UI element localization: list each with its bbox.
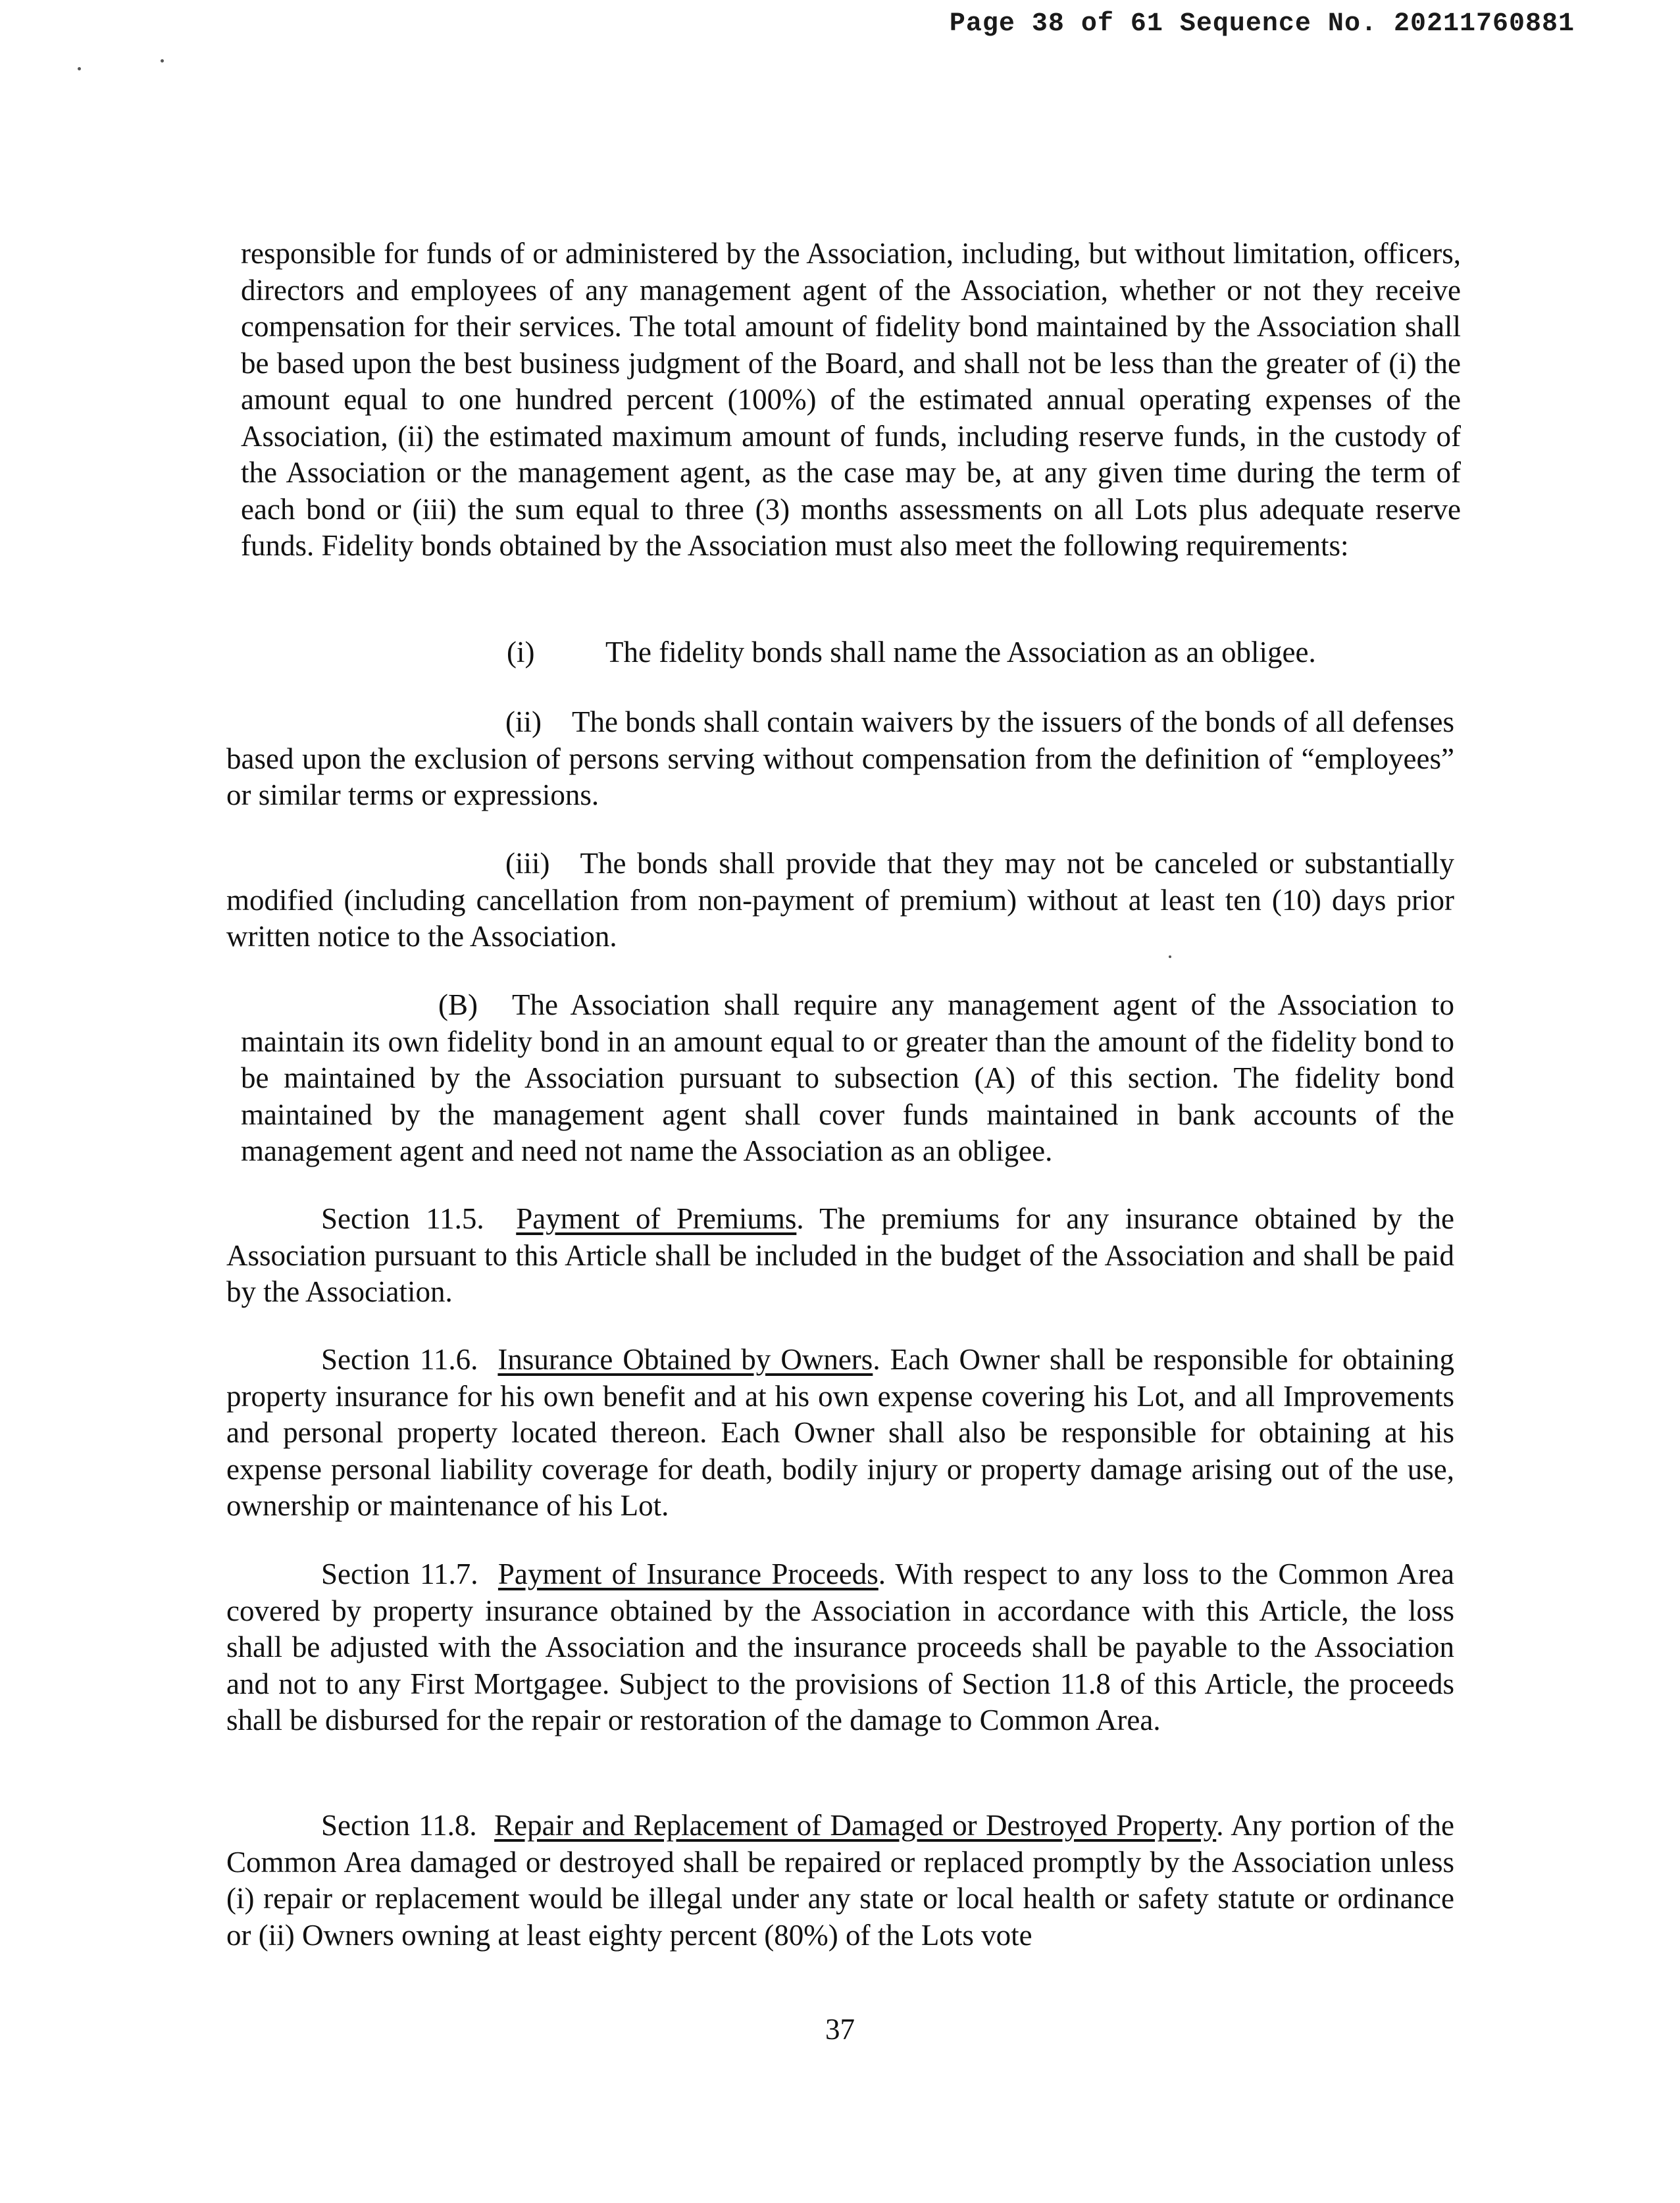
section-title: Payment of Insurance Proceeds <box>497 1557 878 1590</box>
subparagraph-number: (ii) <box>505 705 542 738</box>
subparagraph-text: The bonds shall contain waivers by the issuers of the bonds of all defenses based upon the exclusion of persons serving without compensation from the definition of “employees” or similar terms or expressions. <box>226 705 1454 811</box>
subparagraph-iii <box>226 846 1454 955</box>
subparagraph-b <box>241 987 1454 1170</box>
paragraph-fidelity-bond: responsible for funds of or administered by the Association, including, but without limitation, officers, directors and employees of any management agent of the Association, whether or not they receive compensation for their services. The total amount of fidelity bond maintained by the Association shall be based upon the best business judgment of the Board, and shall not be less than the greater of (i) the amount equal to one hundred percent (100%) of the estimated annual operating expenses of the Association, (ii) the estimated maximum amount of funds, including reserve funds, in the custody of the Association or the management agent, as the case may be, at any given time during the term of each bond or (iii) the sum equal to three (3) months assessments on all Lots plus adequate reserve funds. Fidelity bonds obtained by the Association must also meet the following requirements: <box>241 237 1461 562</box>
section-title: Payment of Premiums <box>516 1202 797 1235</box>
subparagraph-text: The fidelity bonds shall name the Association as an obligee. <box>605 636 1316 669</box>
scan-speck <box>78 67 81 70</box>
section-text: . The premiums for any insurance obtained by the Association pursuant to this Article shall be included in the budget of the Association and shall be paid by the Association. <box>226 1202 1455 1308</box>
subparagraph-text: The bonds shall provide that they may not be canceled or substantially modified (including cancellation from non-payment of premium) without at least ten (10) days prior written notice to the Association. <box>226 847 1454 953</box>
section-number: Section 11.7. <box>321 1557 478 1590</box>
section-title: Insurance Obtained by Owners <box>497 1343 873 1376</box>
section-11-7 <box>226 1556 1454 1739</box>
subparagraph-i <box>507 634 1467 671</box>
section-text: . Each Owner shall be responsible for obtaining property insurance for his own benefit and at his own expense covering his Lot, and all Improvements and personal property located thereon. Each Owner shall also be responsible for obtaining at his expense personal liability coverage for death, bodily injury or property damage arising out of the use, ownership or maintenance of his Lot. <box>226 1343 1455 1522</box>
page-number: 37 <box>825 2013 855 2046</box>
scan-speck <box>161 59 164 63</box>
section-11-8 <box>226 1808 1454 1954</box>
section-title: Repair and Replacement of Damaged or Destroyed Property <box>494 1809 1217 1842</box>
section-text: . With respect to any loss to the Common Area covered by property insurance obtained by the Association in accordance with this Article, the loss shall be adjusted with the Association and the insurance proceeds shall be payable to the Association and not to any First Mortgagee. Subject to the provisions of Section 11.8 of this Article, the proceeds shall be disbursed for the repair or restoration of the damage to Common Area. <box>226 1557 1455 1736</box>
section-number: Section 11.8. <box>321 1809 477 1842</box>
subparagraph-number: (i) <box>507 636 535 669</box>
subparagraph-ii <box>226 704 1454 814</box>
section-11-6 <box>226 1342 1454 1525</box>
page-sequence-header: Page 38 of 61 Sequence No. 20211760881 <box>949 9 1575 39</box>
subparagraph-number: (B) <box>438 988 478 1021</box>
scan-speck <box>1169 955 1171 958</box>
subparagraph-number: (iii) <box>505 847 550 880</box>
subparagraph-text: The Association shall require any management agent of the Association to maintain its own fidelity bond in an amount equal to or greater than the amount of the fidelity bond to be maintained by the Association pursuant to subsection (A) of this section. The fidelity bond maintained by the management agent shall cover funds maintained in bank accounts of the management agent and need not name the Association as an obligee. <box>241 988 1454 1167</box>
section-text: . Any portion of the Common Area damaged or destroyed shall be repaired or replaced promptly by the Association unless (i) repair or replacement would be illegal under any state or local health or safety statute or ordinance or (ii) Owners owning at least eighty percent (80%) of the Lots vote <box>226 1809 1454 1952</box>
section-number: Section 11.6. <box>321 1343 478 1376</box>
section-11-5 <box>226 1201 1454 1311</box>
section-number: Section 11.5. <box>321 1202 484 1235</box>
